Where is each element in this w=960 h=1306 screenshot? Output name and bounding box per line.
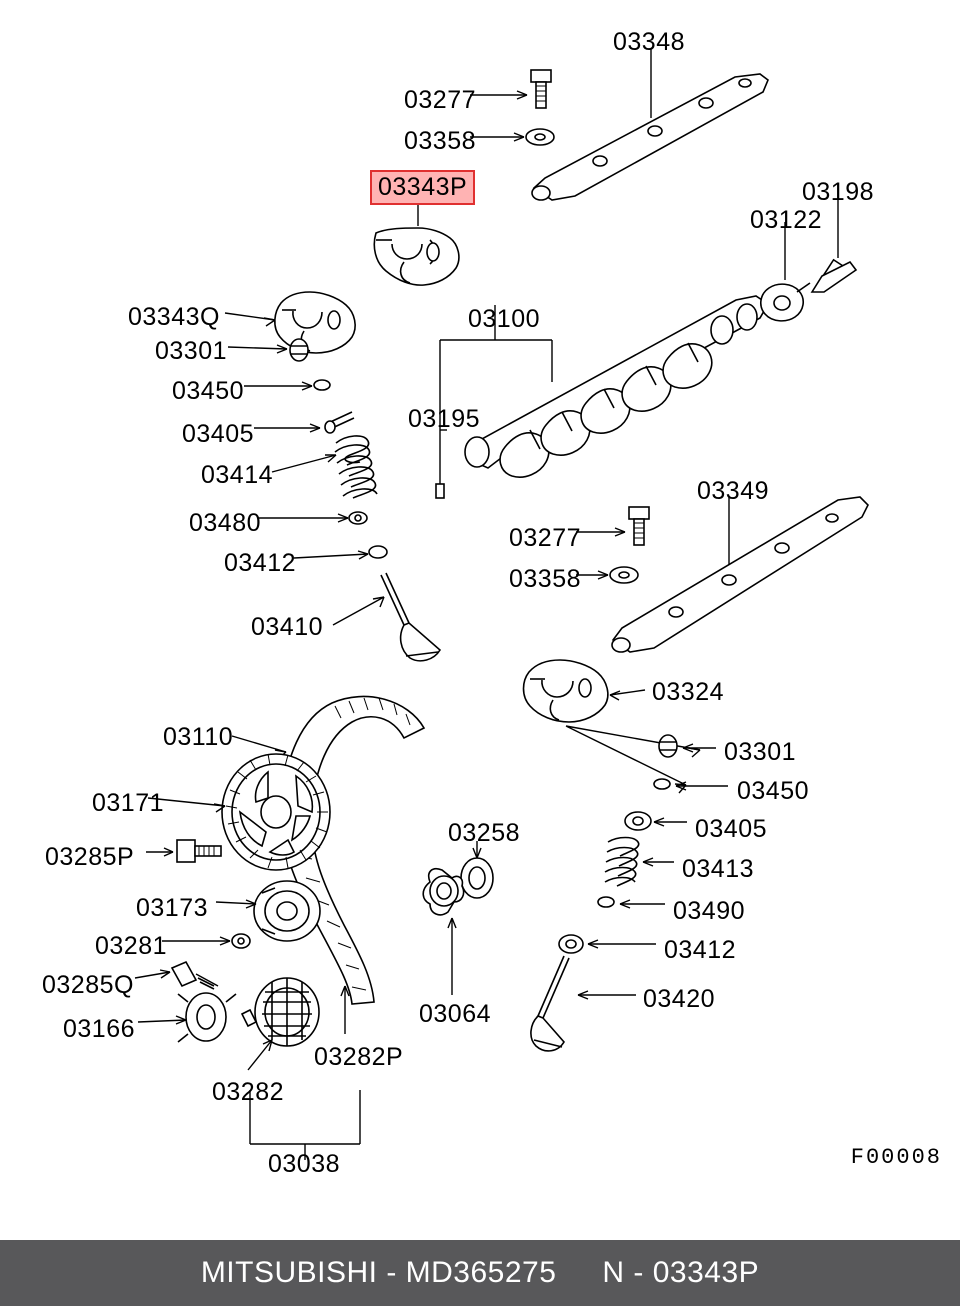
part-label-03100[interactable]: 03100 <box>468 305 541 333</box>
washer-03258 <box>461 858 493 898</box>
part-label-03405-right[interactable]: 03405 <box>695 815 768 843</box>
cam-sprocket-03171 <box>222 754 330 870</box>
bearing-03122 <box>761 283 810 321</box>
idler-03166 <box>178 993 236 1042</box>
part-label-03358-lower[interactable]: 03358 <box>509 565 582 593</box>
part-label-03420[interactable]: 03420 <box>643 985 716 1013</box>
part-label-03349[interactable]: 03349 <box>697 477 770 505</box>
valve-spring-03414 <box>335 436 377 498</box>
rocker-arm-03343P <box>374 228 459 285</box>
part-label-03281[interactable]: 03281 <box>95 932 168 960</box>
part-label-03277-lower[interactable]: 03277 <box>509 524 582 552</box>
valve-spring-03413 <box>605 838 639 887</box>
gear-03064 <box>423 869 463 915</box>
valve-03420 <box>531 956 569 1051</box>
part-label-03285P[interactable]: 03285P <box>45 843 135 871</box>
bolt-03198 <box>812 260 856 292</box>
seal-03480 <box>349 512 367 524</box>
part-label-03166[interactable]: 03166 <box>63 1015 136 1043</box>
part-label-03282P[interactable]: 03282P <box>314 1043 404 1071</box>
retainer-03450-right <box>654 779 670 789</box>
part-label-03301-left[interactable]: 03301 <box>155 337 228 365</box>
tensioner-pulley-03173 <box>254 881 320 941</box>
part-label-03413[interactable]: 03413 <box>682 855 755 883</box>
part-label-03282[interactable]: 03282 <box>212 1078 285 1106</box>
part-label-03301-right[interactable]: 03301 <box>724 738 797 766</box>
washer-03358-lower <box>610 567 638 583</box>
footer-bar <box>0 1240 960 1306</box>
part-label-03412-right[interactable]: 03412 <box>664 936 737 964</box>
crank-sprocket-03282 <box>255 978 319 1046</box>
part-label-03410[interactable]: 03410 <box>251 613 324 641</box>
part-label-03173[interactable]: 03173 <box>136 894 209 922</box>
part-label-03348[interactable]: 03348 <box>613 28 686 56</box>
part-label-03064[interactable]: 03064 <box>419 1000 492 1028</box>
washer-03281 <box>232 934 250 948</box>
part-label-03405-left[interactable]: 03405 <box>182 420 255 448</box>
bolt-03277-lower <box>629 507 649 545</box>
bolt-03285P <box>177 840 221 862</box>
part-label-03450-right[interactable]: 03450 <box>737 777 810 805</box>
part-label-03122[interactable]: 03122 <box>750 206 823 234</box>
part-label-03490[interactable]: 03490 <box>673 897 746 925</box>
retainer-03450 <box>314 380 330 390</box>
washer-03358-top <box>526 129 554 145</box>
seal-03412-right <box>559 935 583 953</box>
seal-03490 <box>598 897 614 907</box>
pivot-03301 <box>290 339 308 361</box>
part-label-03258[interactable]: 03258 <box>448 819 521 847</box>
part-label-03198[interactable]: 03198 <box>802 178 875 206</box>
brand-part-number: MITSUBISHI - MD365275 <box>200 1256 557 1289</box>
rocker-arm-03324 <box>524 660 608 722</box>
spring-seat-03405 <box>325 412 354 433</box>
part-label-03412-left[interactable]: 03412 <box>224 549 297 577</box>
valve-03410 <box>381 573 440 661</box>
reference-number: N - 03343P <box>602 1256 760 1289</box>
spring-seat-03405-right <box>625 812 651 830</box>
part-label-03450-left[interactable]: 03450 <box>172 377 245 405</box>
part-label-03358-top[interactable]: 03358 <box>404 127 477 155</box>
part-label-03171[interactable]: 03171 <box>92 789 165 817</box>
part-label-03110[interactable]: 03110 <box>163 723 234 751</box>
part-label-03038[interactable]: 03038 <box>268 1150 341 1178</box>
part-label-03343P-highlighted[interactable]: 03343P <box>370 170 475 205</box>
rocker-shaft-lower <box>612 497 868 652</box>
pivot-03301-right <box>659 735 677 757</box>
bolt-03285Q <box>172 962 218 989</box>
seal-03412-left <box>369 546 387 558</box>
figure-code: F00008 <box>850 1145 942 1170</box>
part-label-03480[interactable]: 03480 <box>189 509 262 537</box>
key-03282P <box>242 1010 256 1026</box>
part-label-03414[interactable]: 03414 <box>201 461 274 489</box>
part-label-03285Q[interactable]: 03285Q <box>42 971 134 999</box>
rocker-arm-03343Q <box>275 292 355 353</box>
part-label-03277-top[interactable]: 03277 <box>404 86 477 114</box>
part-label-03343Q[interactable]: 03343Q <box>128 303 220 331</box>
part-label-03195[interactable]: 03195 <box>408 405 481 433</box>
rocker-shaft-upper <box>532 74 768 200</box>
bolt-03277-top <box>531 70 551 108</box>
part-label-03324[interactable]: 03324 <box>652 678 725 706</box>
